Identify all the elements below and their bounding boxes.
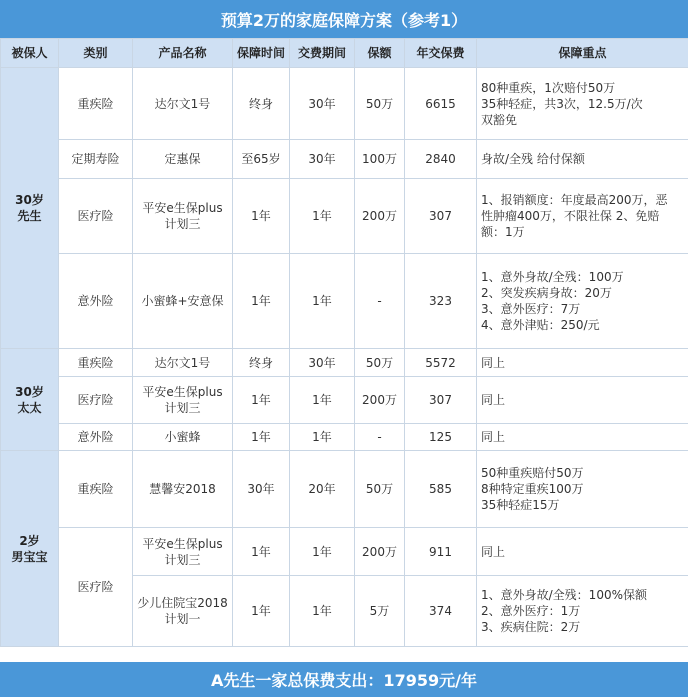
payment-term-cell: 30年 bbox=[290, 68, 355, 140]
amount-cell: - bbox=[355, 424, 405, 451]
product-name: 计划三 bbox=[164, 552, 201, 567]
product-name: 平安e生保plus bbox=[142, 201, 223, 215]
focus-line: 双豁免 bbox=[481, 112, 518, 127]
table-row bbox=[1, 377, 688, 424]
header-insured: 被保人 bbox=[1, 39, 59, 68]
amount-cell: 200万 bbox=[355, 377, 405, 424]
focus-line: 35种轻症，共3次，12.5万/次 bbox=[481, 96, 643, 111]
product-name: 小蜜蜂+安意保 bbox=[141, 294, 224, 308]
product-name: 达尔文1号 bbox=[154, 96, 211, 111]
header-payment-term: 交费期间 bbox=[290, 39, 355, 68]
product-cell bbox=[133, 254, 233, 349]
premium-cell: 307 bbox=[405, 377, 477, 424]
coverage-term-cell: 至65岁 bbox=[233, 140, 290, 179]
amount-cell: 5万 bbox=[355, 576, 405, 647]
header-coverage-term: 保障时间 bbox=[233, 39, 290, 68]
payment-term-cell: 30年 bbox=[290, 349, 355, 377]
product-cell bbox=[133, 68, 233, 140]
insured-cell bbox=[1, 68, 59, 349]
premium-cell: 323 bbox=[405, 254, 477, 349]
focus-line: 额：1万 bbox=[481, 225, 525, 239]
product-cell bbox=[133, 576, 233, 647]
coverage-term-cell: 1年 bbox=[233, 528, 290, 576]
coverage-term-cell: 1年 bbox=[233, 179, 290, 254]
product-name: 慧馨安2018 bbox=[149, 482, 216, 496]
insured-label: 30岁 bbox=[15, 193, 44, 207]
premium-cell: 125 bbox=[405, 424, 477, 451]
header-row bbox=[1, 39, 688, 68]
payment-term-cell: 1年 bbox=[290, 424, 355, 451]
focus-line: 同上 bbox=[481, 393, 506, 407]
focus-cell bbox=[477, 528, 688, 576]
coverage-term-cell: 终身 bbox=[233, 68, 290, 140]
focus-line: 2、突发疾病身故：20万 bbox=[481, 286, 612, 300]
category-cell: 重疾险 bbox=[59, 349, 133, 377]
total-premium-footer: A先生一家总保费支出：17959元/年 bbox=[0, 662, 688, 697]
premium-cell: 307 bbox=[405, 179, 477, 254]
table-row bbox=[1, 424, 688, 451]
amount-cell: - bbox=[355, 254, 405, 349]
table-row bbox=[1, 179, 688, 254]
amount-cell: 50万 bbox=[355, 68, 405, 140]
focus-line: 8种特定重疾100万 bbox=[481, 482, 584, 496]
plan-table bbox=[0, 38, 688, 647]
product-name: 计划一 bbox=[164, 612, 201, 626]
insured-label: 2岁 bbox=[19, 533, 40, 548]
focus-cell bbox=[477, 424, 688, 451]
premium-cell: 2840 bbox=[405, 140, 477, 179]
focus-cell bbox=[477, 140, 688, 179]
header-product: 产品名称 bbox=[133, 39, 233, 68]
focus-line: 同上 bbox=[481, 430, 506, 444]
category-cell: 医疗险 bbox=[59, 179, 133, 254]
plan-body bbox=[1, 68, 688, 647]
premium-cell: 6615 bbox=[405, 68, 477, 140]
product-cell bbox=[133, 140, 233, 179]
product-name: 少儿住院宝2018 bbox=[137, 596, 228, 610]
focus-cell bbox=[477, 179, 688, 254]
coverage-term-cell: 30年 bbox=[233, 451, 290, 528]
table-row bbox=[1, 349, 688, 377]
header-premium: 年交保费 bbox=[405, 39, 477, 68]
payment-term-cell: 20年 bbox=[290, 451, 355, 528]
premium-cell: 585 bbox=[405, 451, 477, 528]
table-row bbox=[1, 68, 688, 140]
payment-term-cell: 1年 bbox=[290, 576, 355, 647]
focus-line: 性肿瘤400万，不限社保 2、免赔 bbox=[481, 209, 660, 223]
product-cell bbox=[133, 377, 233, 424]
focus-line: 3、疾病住院：2万 bbox=[481, 620, 581, 634]
coverage-term-cell: 终身 bbox=[233, 349, 290, 377]
focus-line: 1、意外身故/全残：100万 bbox=[481, 270, 624, 284]
insured-cell bbox=[1, 451, 59, 647]
product-cell bbox=[133, 451, 233, 528]
focus-line: 1、报销额度：年度最高200万，恶 bbox=[481, 193, 668, 207]
category-cell: 意外险 bbox=[59, 424, 133, 451]
focus-line: 80种重疾，1次赔付50万 bbox=[481, 80, 616, 95]
focus-cell bbox=[477, 377, 688, 424]
product-name: 小蜜蜂 bbox=[164, 430, 201, 444]
insured-label: 先生 bbox=[17, 209, 42, 223]
product-name: 平安e生保plus bbox=[142, 536, 223, 551]
product-cell bbox=[133, 424, 233, 451]
insured-label: 太太 bbox=[17, 400, 42, 415]
payment-term-cell: 1年 bbox=[290, 377, 355, 424]
amount-cell: 200万 bbox=[355, 528, 405, 576]
focus-cell bbox=[477, 451, 688, 528]
focus-line: 1、意外身故/全残：100%保额 bbox=[481, 588, 647, 602]
coverage-term-cell: 1年 bbox=[233, 377, 290, 424]
payment-term-cell: 30年 bbox=[290, 140, 355, 179]
insured-label: 30岁 bbox=[15, 384, 44, 399]
focus-line: 50种重疾赔付50万 bbox=[481, 466, 584, 480]
premium-cell: 911 bbox=[405, 528, 477, 576]
category-cell: 重疾险 bbox=[59, 68, 133, 140]
amount-cell: 50万 bbox=[355, 349, 405, 377]
focus-line: 4、意外津贴：250/元 bbox=[481, 318, 600, 332]
payment-term-cell: 1年 bbox=[290, 254, 355, 349]
product-name: 计划三 bbox=[164, 401, 201, 415]
focus-cell bbox=[477, 576, 688, 647]
premium-cell: 374 bbox=[405, 576, 477, 647]
table-row bbox=[1, 451, 688, 528]
focus-cell bbox=[477, 254, 688, 349]
insured-label: 男宝宝 bbox=[11, 549, 48, 564]
product-name: 定惠保 bbox=[164, 152, 201, 166]
category-cell: 定期寿险 bbox=[59, 140, 133, 179]
header-amount: 保额 bbox=[355, 39, 405, 68]
page-title: 预算2万的家庭保障方案（参考1） bbox=[0, 0, 688, 39]
category-cell: 重疾险 bbox=[59, 451, 133, 528]
category-cell: 医疗险 bbox=[59, 377, 133, 424]
focus-cell bbox=[477, 68, 688, 140]
focus-line: 同上 bbox=[481, 544, 506, 559]
focus-line: 2、意外医疗：1万 bbox=[481, 604, 581, 618]
header-focus: 保障重点 bbox=[477, 39, 688, 68]
coverage-term-cell: 1年 bbox=[233, 254, 290, 349]
focus-line: 同上 bbox=[481, 355, 506, 370]
focus-line: 35种轻症15万 bbox=[481, 498, 560, 512]
category-cell: 意外险 bbox=[59, 254, 133, 349]
product-cell bbox=[133, 179, 233, 254]
amount-cell: 100万 bbox=[355, 140, 405, 179]
table-row bbox=[1, 140, 688, 179]
payment-term-cell: 1年 bbox=[290, 528, 355, 576]
focus-line: 3、意外医疗：7万 bbox=[481, 302, 581, 316]
category-cell: 医疗险 bbox=[59, 528, 133, 647]
header-category: 类别 bbox=[59, 39, 133, 68]
table-row bbox=[1, 254, 688, 349]
focus-line: 身故/全残 给付保额 bbox=[481, 152, 585, 166]
amount-cell: 50万 bbox=[355, 451, 405, 528]
focus-cell bbox=[477, 349, 688, 377]
table-row bbox=[1, 528, 688, 576]
product-cell bbox=[133, 349, 233, 377]
product-name: 达尔文1号 bbox=[154, 355, 211, 370]
product-name: 计划三 bbox=[164, 217, 201, 231]
product-name: 平安e生保plus bbox=[142, 385, 223, 399]
coverage-term-cell: 1年 bbox=[233, 424, 290, 451]
product-cell bbox=[133, 528, 233, 576]
premium-cell: 5572 bbox=[405, 349, 477, 377]
coverage-term-cell: 1年 bbox=[233, 576, 290, 647]
payment-term-cell: 1年 bbox=[290, 179, 355, 254]
amount-cell: 200万 bbox=[355, 179, 405, 254]
insured-cell bbox=[1, 349, 59, 451]
